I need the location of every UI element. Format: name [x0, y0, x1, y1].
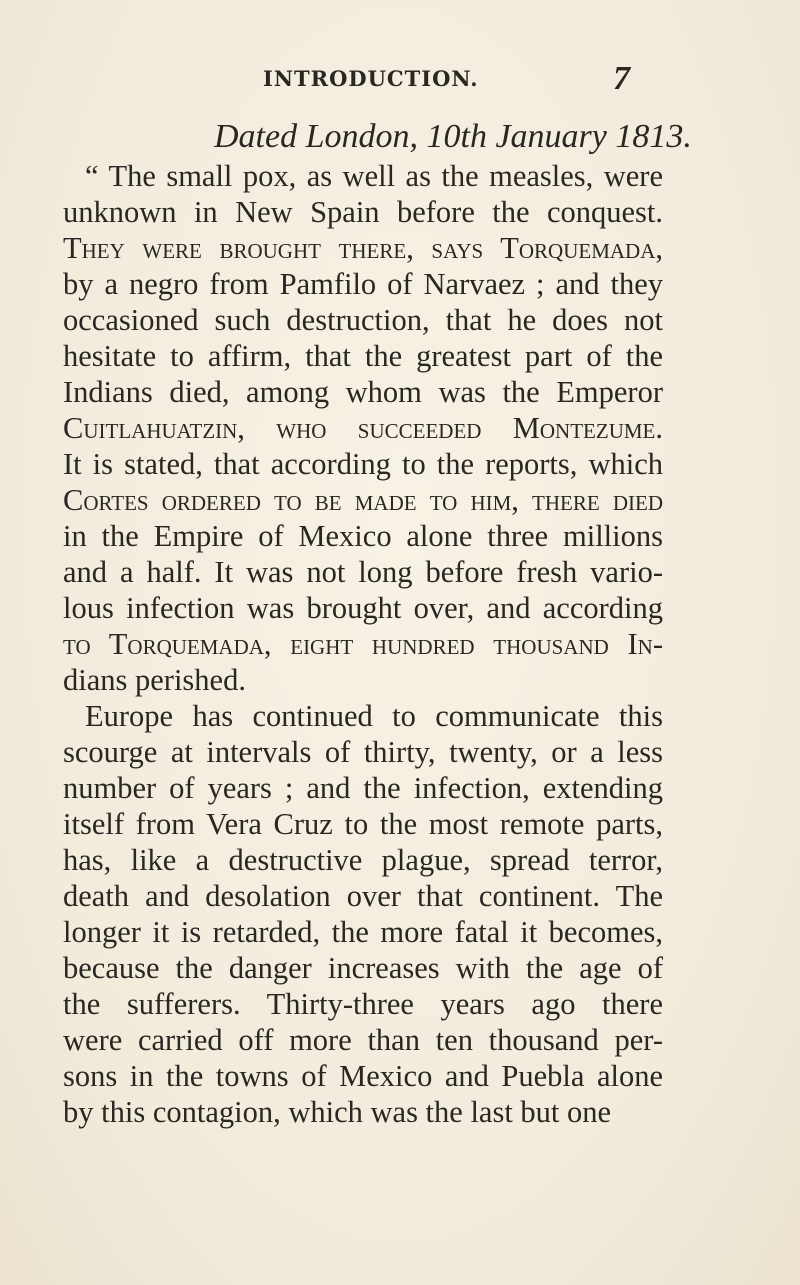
running-head [0, 60, 800, 100]
text-line [63, 626, 663, 662]
text-line: sons in the towns of Mexico and Puebla alone [63, 1059, 663, 1093]
text-line-content: to Torquemada, eight hundred thousand In- [63, 627, 663, 661]
page-number: 7 [613, 60, 630, 97]
text-line: by this contagion, which was the last but one [63, 1095, 612, 1129]
text-line: Indians died, among whom was the Emperor [63, 375, 663, 409]
text-line: occasioned such destruction, that he does not [63, 303, 663, 337]
text-line: Europe has continued to communicate this [85, 699, 663, 733]
text-line: dians perished. [63, 663, 246, 697]
text-line: longer it is retarded, the more fatal it becomes, [63, 915, 663, 949]
text-line: hesitate to affirm, that the greatest part of the [63, 339, 663, 373]
text-line-content: Cortes ordered to be made to him, there died [63, 483, 663, 517]
text-line-content: Cuitlahuatzin, who succeeded Montezume. [63, 411, 663, 445]
text-line: unknown in New Spain before the conquest. [63, 195, 663, 229]
text-line: It is stated, that according to the reports, which [63, 447, 663, 481]
text-line: because the danger increases with the age of [63, 951, 663, 985]
text-line-content: They were brought there, says Torquemada, [63, 231, 663, 265]
text-line [63, 230, 663, 266]
text-line: and a half. It was not long before fresh vario- [63, 555, 663, 589]
text-line: has, like a destructive plague, spread terror, [63, 843, 663, 877]
text-line [63, 482, 663, 518]
text-line: number of years ; and the infection, extending [63, 771, 663, 805]
text-line: were carried off more than ten thousand per- [63, 1023, 663, 1057]
text-line: in the Empire of Mexico alone three millions [63, 519, 663, 553]
text-line: lous infection was brought over, and according [63, 591, 663, 625]
text-line: itself from Vera Cruz to the most remote parts, [63, 807, 663, 841]
text-line: by a negro from Pamfilo of Narvaez ; and they [63, 267, 663, 301]
text-line [63, 410, 663, 446]
text-line: death and desolation over that continent. The [63, 879, 663, 913]
text-line: scourge at intervals of thirty, twenty, or a less [63, 735, 663, 769]
text-line: the sufferers. Thirty-three years ago there [63, 987, 663, 1021]
running-title: INTRODUCTION. [263, 66, 479, 91]
text-line: “ The small pox, as well as the measles, were [85, 159, 663, 193]
dateline: Dated London, 10th January 1813. [214, 118, 692, 155]
